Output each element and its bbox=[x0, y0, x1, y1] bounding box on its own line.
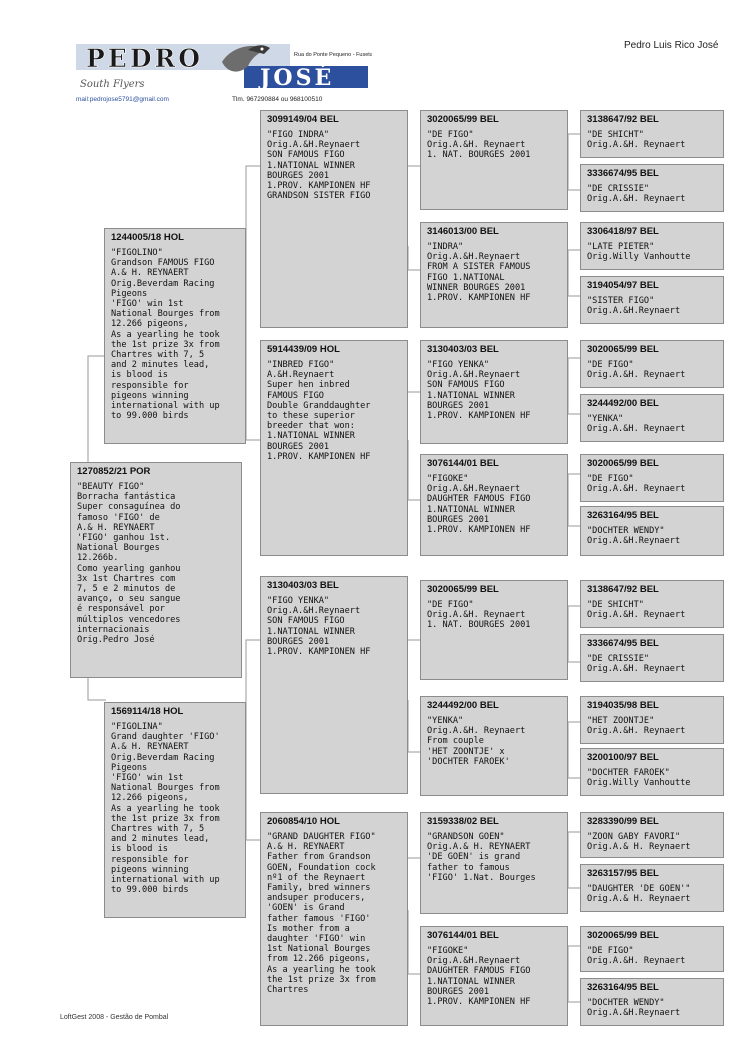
pigeon-description: "FIGOKE" Orig.A.&H.Reynaert DAUGHTER FAMOUS FIGO 1.NATIONAL WINNER BOURGES 2001 1.PROV. KAMPIONEN HF bbox=[427, 474, 531, 536]
pigeon-card-dam bbox=[104, 702, 246, 918]
ring-number: 3146013/00 BEL bbox=[427, 226, 499, 237]
pigeon-description: "DE CRISSIE" Orig.A.&H. Reynaert bbox=[587, 654, 686, 675]
pigeon-description: "DE CRISSIE" Orig.A.&H. Reynaert bbox=[587, 184, 686, 205]
footer-text: LoftGest 2008 - Gestão de Pombal bbox=[60, 1014, 169, 1021]
owner-name: Pedro Luis Rico José bbox=[624, 40, 719, 51]
ring-number: 3076144/01 BEL bbox=[427, 458, 499, 469]
pigeon-card-dam-sire bbox=[260, 576, 408, 794]
ring-number: 3020065/99 BEL bbox=[427, 114, 499, 125]
pigeon-card-g14 bbox=[580, 864, 724, 912]
ring-number: 3263164/95 BEL bbox=[587, 510, 659, 521]
pigeon-card-g16 bbox=[580, 978, 724, 1026]
ring-number: 3138647/92 BEL bbox=[587, 584, 659, 595]
pigeon-card-dam-dam bbox=[260, 812, 408, 1026]
ring-number: 1244005/18 HOL bbox=[111, 232, 184, 243]
pigeon-card-g5 bbox=[580, 340, 724, 388]
pigeon-card-g4 bbox=[580, 276, 724, 324]
brand-bottom-text: JOSÉ bbox=[260, 65, 335, 91]
pigeon-description: "FIGO INDRA" Orig.A.&H.Reynaert SON FAMOUS FIGO 1.NATIONAL WINNER BOURGES 2001 1.PROV. KAMPIONEN HF GRANDSON SISTER FIGO bbox=[267, 130, 371, 202]
pigeon-card-sds bbox=[420, 340, 568, 444]
loft-logo bbox=[72, 40, 372, 104]
ring-number: 3306418/97 BEL bbox=[587, 226, 659, 237]
pigeon-card-g10 bbox=[580, 634, 724, 682]
ring-number: 3244492/00 BEL bbox=[587, 398, 659, 409]
ring-number: 3336674/95 BEL bbox=[587, 638, 659, 649]
pigeon-description: "FIGO YENKA" Orig.A.&H.Reynaert SON FAMOUS FIGO 1.NATIONAL WINNER BOURGES 2001 1.PROV. KAMPIONEN HF bbox=[427, 360, 531, 422]
pigeon-card-sire bbox=[104, 228, 246, 444]
pigeon-card-g12 bbox=[580, 748, 724, 796]
ring-number: 3336674/95 BEL bbox=[587, 168, 659, 179]
pigeon-description: "DOCHTER WENDY" Orig.A.&H.Reynaert bbox=[587, 526, 681, 547]
pigeon-description: "DE FIGO" Orig.A.&H. Reynaert bbox=[587, 360, 686, 381]
pigeon-description: "YENKA" Orig.A.&H. Reynaert From couple 'HET ZOONTJE' x 'DOCHTER FAROEK' bbox=[427, 716, 526, 767]
ring-number: 3020065/99 BEL bbox=[587, 930, 659, 941]
pigeon-description: "BEAUTY FIGO" Borracha fantástica Super consaguínea do famoso 'FIGO' de A.& H. REYNAERT 'FIGO' ganhou 1st. National Bourges 12.266b. Como yearling ganhou 3x 1st Chartres com 7, 5 e 2 minutos de avanço, o seu sangue é responsável por múltiplos vencedores internacionais Orig.Pedro José bbox=[77, 482, 181, 646]
ring-number: 3194054/97 BEL bbox=[587, 280, 659, 291]
pigeon-card-sss bbox=[420, 110, 568, 210]
pigeon-description: "INBRED FIGO" A.&H.Reynaert Super hen inbred FAMOUS FIGO Double Granddaughter to these superior breeder that won: 1.NATIONAL WINNER BOURGES 2001 1.PROV. KAMPIONEN HF bbox=[267, 360, 371, 462]
phone-text: Tlm. 967290884 ou 968100510 bbox=[232, 96, 323, 103]
ring-number: 3138647/92 BEL bbox=[587, 114, 659, 125]
ring-number: 3020065/99 BEL bbox=[587, 344, 659, 355]
pigeon-description: "DOCHTER WENDY" Orig.A.&H.Reynaert bbox=[587, 998, 681, 1019]
pigeon-description: "FIGOLINA" Grand daughter 'FIGO' A.& H. REYNAERT Orig.Beverdam Racing Pigeons 'FIGO' win 1st National Bourges from 12.266 pigeons, As a yearling he took the 1st prize 3x from Chartres with 7, 5 and 2 minutes lead, is blood is responsible for pigeons winning international with up to 99.000 birds bbox=[111, 722, 220, 896]
pigeon-card-g1 bbox=[580, 110, 724, 158]
logo-graphic bbox=[72, 40, 372, 104]
email-text: mail:pedrojose5791@gmail.com bbox=[76, 96, 169, 103]
pigeon-description: "FIGO YENKA" Orig.A.&H.Reynaert SON FAMOUS FIGO 1.NATIONAL WINNER BOURGES 2001 1.PROV. KAMPIONEN HF bbox=[267, 596, 371, 658]
pigeon-card-sdd bbox=[420, 454, 568, 556]
pigeon-description: "INDRA" Orig.A.&H.Reynaert FROM A SISTER FAMOUS FIGO 1.NATIONAL WINNER BOURGES 2001 1.PROV. KAMPIONEN HF bbox=[427, 242, 531, 304]
tagline-text: South Flyers bbox=[80, 79, 145, 90]
ring-number: 3194035/98 BEL bbox=[587, 700, 659, 711]
ring-number: 3099149/04 BEL bbox=[267, 114, 339, 125]
ring-number: 5914439/09 HOL bbox=[267, 344, 340, 355]
pigeon-description: "GRAND DAUGHTER FIGO" A.& H. REYNAERT Father from Grandson GOEN, Foundation cock nº1 of the Reynaert Family, bred winners andsuper producers, 'GOEN' is Grand father famous 'FIGO' Is mother from a daughter 'FIGO' win 1st National Bourges from 12.266 pigeons, As a yearling he took the 1st prize 3x from Chartres bbox=[267, 832, 376, 996]
pigeon-description: "HET ZOONTJE" Orig.A.&H. Reynaert bbox=[587, 716, 686, 737]
pigeon-description: "DE FIGO" Orig.A.&H. Reynaert bbox=[587, 474, 686, 495]
brand-top-text: PEDRO bbox=[86, 44, 204, 73]
pigeon-description: "FIGOLINO" Grandson FAMOUS FIGO A.& H. REYNAERT Orig.Beverdam Racing Pigeons 'FIGO' win 1st National Bourges from 12.266 pigeons, As a yearling he took the 1st prize 3x from Chartres with 7, 5 and 2 minutes lead, is blood is responsible for pigeons winning international with up to 99.000 birds bbox=[111, 248, 220, 422]
pigeon-description: "SISTER FIGO" Orig.A.&H.Reynaert bbox=[587, 296, 681, 317]
pigeon-description: "DOCHTER FAROEK" Orig.Willy Vanhoutte bbox=[587, 768, 691, 789]
pigeon-card-dsd bbox=[420, 696, 568, 796]
ring-number: 3159338/02 BEL bbox=[427, 816, 499, 827]
pigeon-description: "YENKA" Orig.A.&H. Reynaert bbox=[587, 414, 686, 435]
ring-number: 3200100/97 BEL bbox=[587, 752, 659, 763]
pigeon-card-g3 bbox=[580, 222, 724, 270]
pigeon-card-ddd bbox=[420, 926, 568, 1026]
pigeon-card-g9 bbox=[580, 580, 724, 628]
ring-number: 1270852/21 POR bbox=[77, 466, 151, 477]
pigeon-description: "DE SHICHT" Orig.A.&H. Reynaert bbox=[587, 130, 686, 151]
ring-number: 1569114/18 HOL bbox=[111, 706, 184, 717]
ring-number: 3283390/99 BEL bbox=[587, 816, 659, 827]
pigeon-card-g7 bbox=[580, 454, 724, 502]
ring-number: 3076144/01 BEL bbox=[427, 930, 499, 941]
pigeon-card-g2 bbox=[580, 164, 724, 212]
pigeon-card-sire-dam bbox=[260, 340, 408, 556]
pigeon-card-g6 bbox=[580, 394, 724, 442]
pigeon-description: "DE SHICHT" Orig.A.&H. Reynaert bbox=[587, 600, 686, 621]
pigeon-card-g13 bbox=[580, 812, 724, 858]
ring-number: 3020065/99 BEL bbox=[587, 458, 659, 469]
pigeon-card-ssd bbox=[420, 222, 568, 328]
pigeon-card-g8 bbox=[580, 506, 724, 556]
pigeon-card-dds bbox=[420, 812, 568, 914]
pigeon-description: "DE FIGO" Orig.A.&H. Reynaert 1. NAT. BOURGES 2001 bbox=[427, 600, 531, 631]
pigeon-card-g15 bbox=[580, 926, 724, 972]
ring-number: 3244492/00 BEL bbox=[427, 700, 499, 711]
pigeon-description: "DE FIGO" Orig.A.&H. Reynaert 1. NAT. BOURGES 2001 bbox=[427, 130, 531, 161]
pigeon-description: "DE FIGO" Orig.A.&H. Reynaert bbox=[587, 946, 686, 967]
pigeon-description: "GRANDSON GOEN" Orig.A.& H. REYNAERT 'DE GOEN' is grand father to famous 'FIGO' 1.Nat. Bourges bbox=[427, 832, 536, 883]
address-text: Rua do Ponte Pequeno - Fuseta bbox=[294, 52, 372, 58]
pigeon-card-subject bbox=[70, 462, 242, 678]
pigeon-card-sire-sire bbox=[260, 110, 408, 328]
ring-number: 2060854/10 HOL bbox=[267, 816, 340, 827]
ring-number: 3020065/99 BEL bbox=[427, 584, 499, 595]
pigeon-description: "ZOON GABY FAVORI" Orig.A.& H. Reynaert bbox=[587, 832, 691, 853]
ring-number: 3130403/03 BEL bbox=[267, 580, 339, 591]
ring-number: 3263157/95 BEL bbox=[587, 868, 659, 879]
pigeon-description: "FIGOKE" Orig.A.&H.Reynaert DAUGHTER FAMOUS FIGO 1.NATIONAL WINNER BOURGES 2001 1.PROV. KAMPIONEN HF bbox=[427, 946, 531, 1008]
pigeon-description: "DAUGHTER 'DE GOEN'" Orig.A.& H. Reynaert bbox=[587, 884, 691, 905]
ring-number: 3263164/95 BEL bbox=[587, 982, 659, 993]
pigeon-card-dss bbox=[420, 580, 568, 680]
pigeon-card-g11 bbox=[580, 696, 724, 744]
ring-number: 3130403/03 BEL bbox=[427, 344, 499, 355]
pigeon-description: "LATE PIETER" Orig.Willy Vanhoutte bbox=[587, 242, 691, 263]
